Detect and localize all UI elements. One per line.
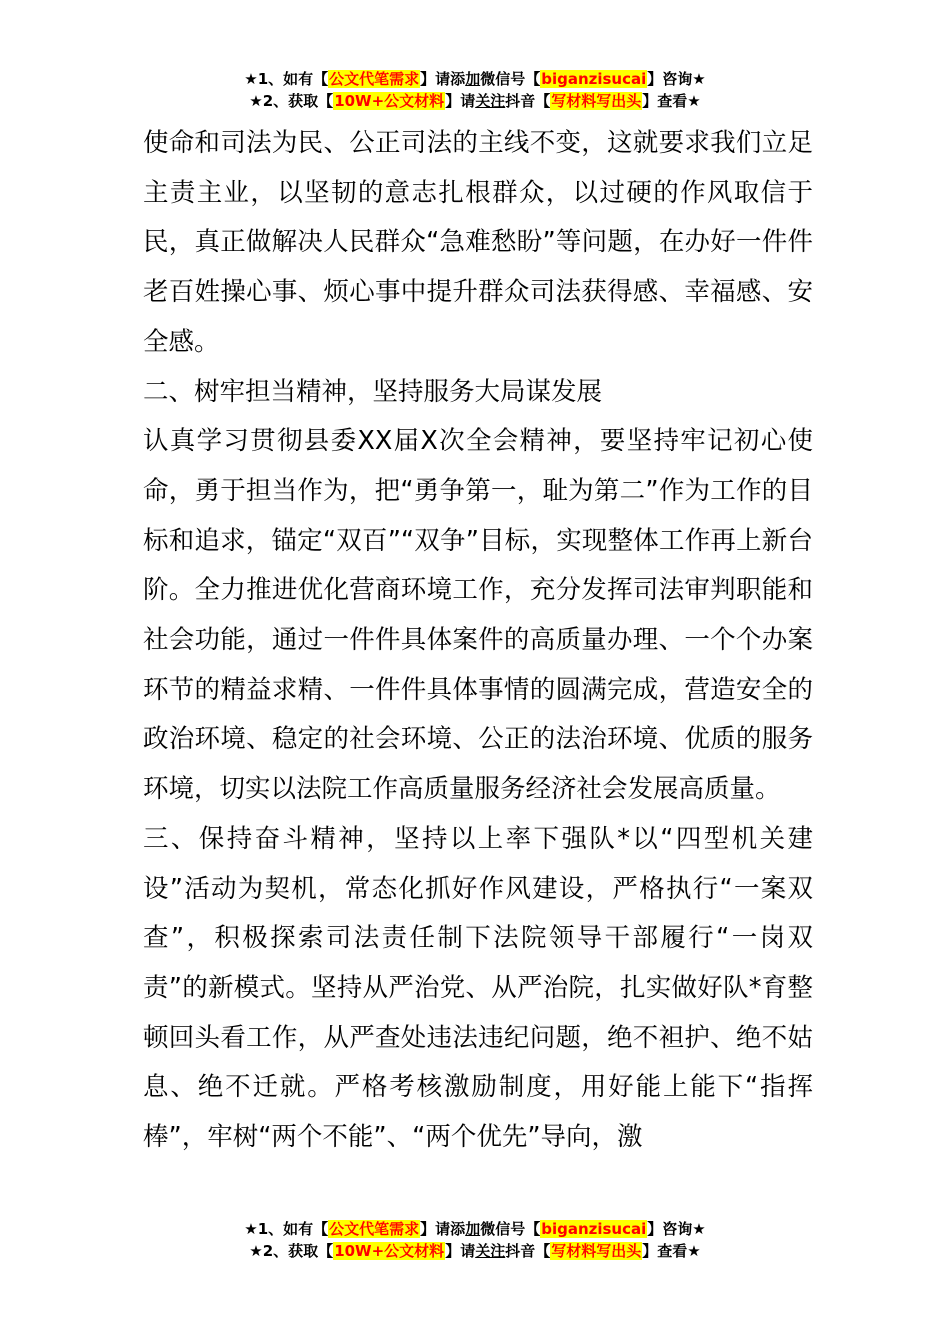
bottom-promo-banner (0, 1218, 950, 1262)
highlight-materials: 10W+公文材料 (334, 92, 445, 110)
paragraph-2: 认真学习贯彻县委XX届X次全会精神，要坚持牢记初心使命，勇于担当作为，把“勇争第一，耻为第二”作为工作的目标和追求，锚定“双百”“双争”目标，实现整体工作再上新台阶。全力推进优化营商环境工作，充分发挥司法审判职能和社会功能，通过一件件具体案件的高质量办理、一个个办案环节的精益求精、一件件具体事情的圆满完成，营造安全的政治环境、稳定的社会环境、公正的法治环境、优质的服务环境，切实以法院工作高质量服务经济社会发展高质量。 (143, 426, 813, 805)
promo-text: 】咨询★ (647, 1220, 706, 1238)
highlight-materials: 10W+公文材料 (334, 1242, 445, 1260)
promo-text: 】请 (445, 92, 476, 110)
section-heading-2: 二、树牢担当精神，坚持服务大局谋发展 (143, 376, 603, 407)
promo-text: ★1、如有【 (244, 70, 329, 88)
highlight-douyin-account: 写材料写出头 (551, 1242, 642, 1260)
paragraph-3: 三、保持奋斗精神，坚持以上率下强队*以“四型机关建设”活动为契机，常态化抓好作风建设，严格执行“一案双查”，积极探索司法责任制下法院领导干部履行“一岗双责”的新模式。坚持从严治党、从严治院，扎实做好队*育整顿回头看工作，从严查处违法违纪问题，绝不袒护、绝不姑息、绝不迁就。严格考核激励制度，用好能上能下“指挥棒”，牢树“两个不能”、“两个优先”导向，激 (143, 823, 813, 1153)
promo-text: 】请添 (420, 70, 466, 88)
promo-underlined-text: 加 (465, 70, 481, 88)
promo-text: ★1、如有【 (244, 1220, 329, 1238)
promo-text: 】查看★ (642, 92, 701, 110)
promo-line-1 (0, 1218, 950, 1240)
highlight-wechat-id: biganzisucai (541, 70, 647, 88)
promo-line-2 (0, 90, 950, 112)
promo-line-1 (0, 68, 950, 90)
promo-text: 】请添 (420, 1220, 466, 1238)
promo-underlined-text: 关注 (475, 92, 506, 110)
paragraph-1: 使命和司法为民、公正司法的主线不变，这就要求我们立足主责主业，以坚韧的意志扎根群众，以过硬的作风取信于民，真正做解决人民群众“急难愁盼”等问题，在办好一件件老百姓操心事、烦心事中提升群众司法获得感、幸福感、安全感。 (143, 128, 813, 357)
highlight-service: 公文代笔需求 (329, 70, 420, 88)
promo-underlined-text: 加 (465, 1220, 481, 1238)
document-body (143, 119, 813, 1163)
promo-text: 】查看★ (642, 1242, 701, 1260)
top-promo-banner (0, 68, 950, 112)
promo-text: ★2、获取【 (249, 92, 334, 110)
promo-text: 】请 (445, 1242, 476, 1260)
promo-text: 抖音【 (505, 1242, 551, 1260)
promo-underlined-text: 关注 (475, 1242, 506, 1260)
promo-text: 微信号【 (480, 70, 541, 88)
highlight-service: 公文代笔需求 (329, 1220, 420, 1238)
promo-text: ★2、获取【 (249, 1242, 334, 1260)
promo-text: 微信号【 (480, 1220, 541, 1238)
highlight-wechat-id: biganzisucai (541, 1220, 647, 1238)
promo-text: 】咨询★ (647, 70, 706, 88)
promo-line-2 (0, 1240, 950, 1262)
highlight-douyin-account: 写材料写出头 (551, 92, 642, 110)
promo-text: 抖音【 (505, 92, 551, 110)
